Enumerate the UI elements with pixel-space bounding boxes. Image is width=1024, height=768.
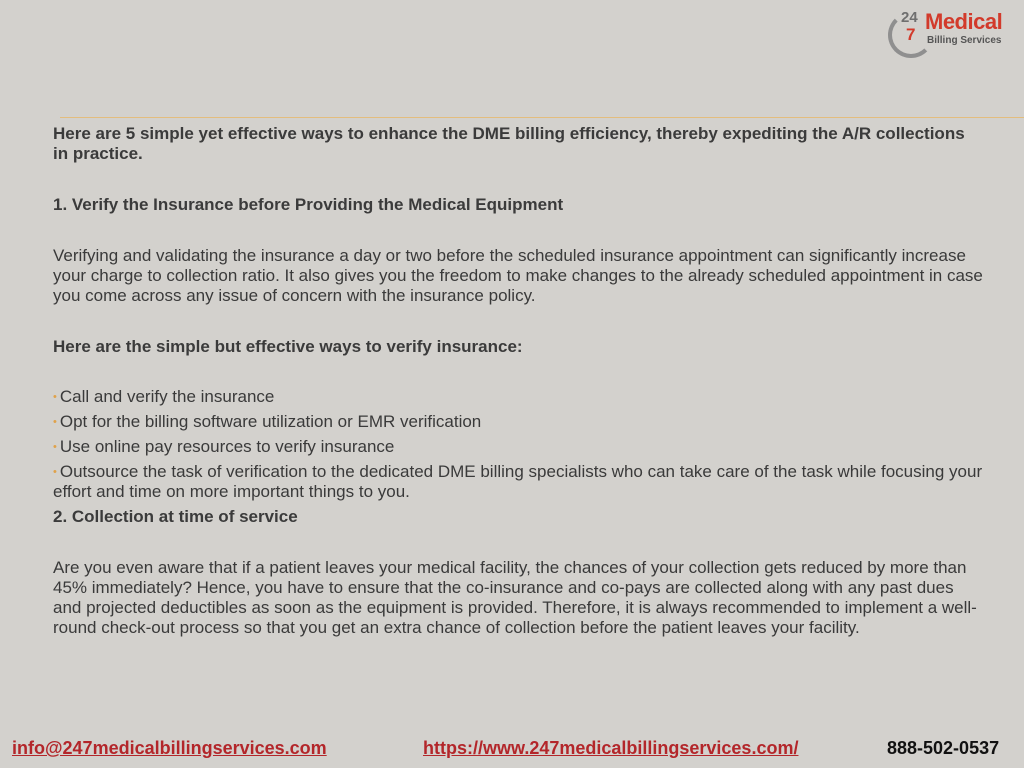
bullet-icon: • <box>53 391 57 403</box>
list-item-text: Use online pay resources to verify insurance <box>59 437 395 456</box>
list-item <box>53 462 983 502</box>
logo-seven: 7 <box>906 25 916 44</box>
list-item <box>53 387 983 407</box>
list-item <box>53 412 983 432</box>
bullet-list <box>53 387 983 502</box>
section-paragraph-1: Verifying and validating the insurance a day or two before the scheduled insurance appointment can significantly increase your charge to collection ratio. It also gives you the freedom to make changes to the already scheduled appointment in case you come across any issue of concern with the insurance policy. <box>53 246 983 305</box>
footer <box>0 736 1024 764</box>
bullet-icon: • <box>53 441 57 453</box>
list-item-text: Call and verify the insurance <box>59 387 275 406</box>
logo-subtitle: Billing Services <box>927 35 1002 46</box>
header-divider <box>60 117 1024 118</box>
list-item-text: Opt for the billing software utilization or EMR verification <box>59 412 482 431</box>
website-link[interactable]: https://www.247medicalbillingservices.com/ <box>423 738 799 758</box>
section-heading-2: 2. Collection at time of service <box>53 507 298 526</box>
section-paragraph-2: Are you even aware that if a patient leaves your medical facility, the chances of your collection gets reduced by more than 45% immediately? Hence, you have to ensure that the co-insurance and co-pays are collected along with any past dues and projected deductibles as soon as the equipment is provided. Therefore, it is always recommended to implement a well-round check-out process so that you get an extra chance of collection before the patient leaves your facility. <box>53 558 977 637</box>
phone-number: 888-502-0537 <box>887 738 1000 758</box>
logo-number: 24 <box>901 9 918 26</box>
list-item <box>53 437 983 457</box>
slide-content <box>53 124 983 638</box>
section-heading-1: 1. Verify the Insurance before Providing the Medical Equipment <box>53 195 564 214</box>
email-link[interactable]: info@247medicalbillingservices.com <box>12 738 327 758</box>
company-logo <box>888 8 1018 64</box>
bullet-icon: • <box>53 466 57 478</box>
list-item-text: Outsource the task of verification to the dedicated DME billing specialists who can take care of the task while focusing your effort and time on more important things to you. <box>53 462 983 501</box>
intro-text: Here are 5 simple yet effective ways to enhance the DME billing efficiency, thereby expediting the A/R collections in practice. <box>53 124 965 163</box>
subheading: Here are the simple but effective ways to verify insurance: <box>53 337 523 356</box>
logo-brand: Medical <box>925 9 1003 34</box>
bullet-icon: • <box>53 416 57 428</box>
